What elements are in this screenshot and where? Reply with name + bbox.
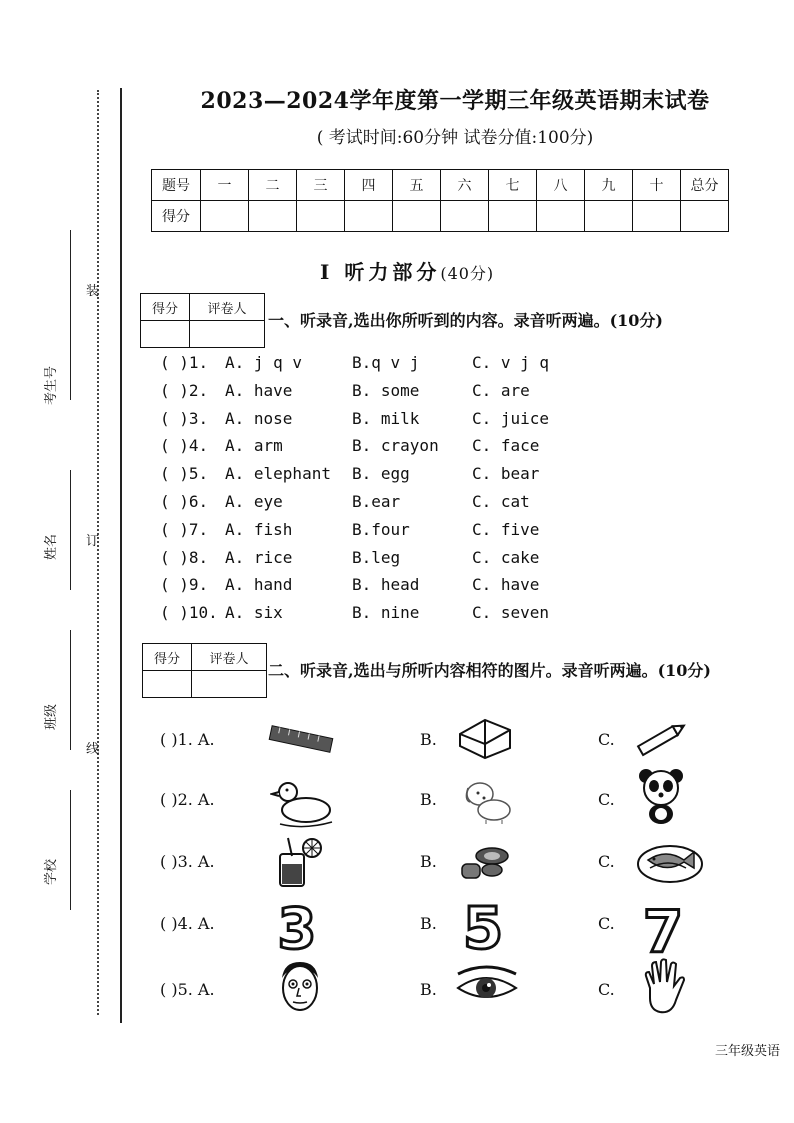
grader-box [140,293,265,348]
option-b: B.four [352,519,410,539]
score-col: 五 [393,170,441,201]
option-a: A. eye [225,492,283,511]
field-line [70,790,71,910]
option-c: C. v j q [472,353,550,372]
option-b: B. nine [352,603,420,623]
grader-name-label: 评卷人 [192,644,267,671]
score-col: 四 [345,170,393,201]
hand-icon [640,958,690,1018]
option-a: A. j q v [225,353,303,372]
grader-score-cell[interactable] [141,321,190,348]
question-number: ( )7. [160,519,209,539]
score-cell[interactable] [345,201,393,232]
option-c: C. seven [472,603,550,623]
binding-dotted-line [97,90,99,1015]
grader-name-cell[interactable] [192,671,267,698]
number-5-glyph: 5 [462,896,504,954]
field-label-school: 学校 [44,858,59,885]
option-c: C. five [472,519,540,539]
bind-word: 装 [86,284,100,299]
question-number: ( )2. [160,380,209,400]
score-cell[interactable] [393,201,441,232]
option-c: C. face [472,436,540,456]
option-b: B. egg [352,464,410,484]
question-number: ( )2. A. [160,790,215,809]
question-number: ( )1. A. [160,730,215,749]
option-b-label: B. [420,852,437,871]
option-a: A. rice [225,547,293,567]
score-col: 二 [249,170,297,201]
option-b-label: B. [420,790,437,809]
question-number: ( )3. A. [160,852,215,871]
question-number: ( )3. [160,408,209,428]
footer-label: 三年级英语 [714,1044,780,1059]
picture-question [160,772,760,832]
picture-question [160,712,760,772]
dog-icon [460,776,516,826]
option-c: C. bear [472,464,540,484]
eraser-icon [455,714,515,762]
option-c: C. have [472,575,540,595]
duck-icon [270,776,338,828]
picture-question [160,896,760,956]
question-number: ( )6. [160,492,209,511]
part1-heading [320,256,494,285]
option-b: B. head [352,575,420,595]
field-label-exam-no: 考生号 [44,365,59,405]
option-b: B. some [352,380,420,400]
score-cell[interactable] [441,201,489,232]
grader-name-cell[interactable] [190,321,265,348]
panda-icon [636,766,686,828]
option-b: B.q v j [352,353,420,372]
question-number: ( )5. [160,464,209,484]
option-b: B.leg [352,547,401,567]
score-cell[interactable] [537,201,585,232]
option-a: A. nose [225,408,293,428]
grader-score-label: 得分 [143,644,192,671]
score-col: 七 [489,170,537,201]
score-cell[interactable] [249,201,297,232]
option-a: A. hand [225,575,293,595]
option-a: A. elephant [225,464,331,484]
option-c: C. are [472,380,530,400]
exam-subtitle: ( 考试时间:60分钟 试卷分值:100分) [316,128,594,148]
score-col: 八 [537,170,585,201]
margin-rule [120,88,122,1023]
option-b-label: B. [420,730,437,749]
field-line [70,470,71,590]
score-cell[interactable] [585,201,633,232]
question-number: ( )8. [160,547,209,567]
option-c: C. cake [472,547,540,567]
score-cell[interactable] [297,201,345,232]
face-icon [272,958,326,1018]
question-number: ( )4. [160,436,209,456]
exam-title: 2023—2024学年度第一学期三年级英语期末试卷 [200,88,710,114]
number-3 [272,898,322,954]
option-c-label: C. [598,852,615,871]
score-table [151,169,729,232]
grader-score-cell[interactable] [143,671,192,698]
field-label-name: 姓名 [44,533,59,560]
option-b-label: B. [420,980,437,999]
number-7-glyph: 7 [642,900,684,958]
field-label-class: 班级 [44,703,59,730]
score-row-label: 得分 [152,201,201,232]
grader-score-label: 得分 [141,294,190,321]
score-col: 总分 [681,170,729,201]
option-c-label: C. [598,730,615,749]
question-number: ( )9. [160,575,209,595]
question-number: ( )1. [160,353,209,372]
score-cell[interactable] [489,201,537,232]
pencil-icon [630,718,692,762]
option-c-label: C. [598,914,615,933]
picture-question [160,962,760,1022]
q1-title: 一、听录音,选出你所听到的内容。录音听两遍。(10分) [268,311,663,330]
number-7 [638,900,688,958]
fish-plate-icon [636,840,704,886]
option-c: C. cat [472,492,530,511]
option-b: B.ear [352,492,401,511]
option-b: B. milk [352,408,420,428]
score-col: 十 [633,170,681,201]
option-b: B. crayon [352,436,439,456]
score-cell[interactable] [201,201,249,232]
score-col: 九 [585,170,633,201]
option-c-label: C. [598,980,615,999]
bread-icon [458,842,514,882]
bind-word: 线 [86,742,100,757]
option-a: A. arm [225,436,283,456]
option-a: A. have [225,380,293,400]
question-number: ( )10. [160,603,218,623]
field-line [70,630,71,750]
option-a: A. six [225,603,283,623]
score-cell[interactable] [633,201,681,232]
score-cell[interactable] [681,201,729,232]
number-3-glyph: 3 [277,898,317,954]
question-number: ( )4. A. [160,914,215,933]
field-line [70,230,71,400]
score-col: 三 [297,170,345,201]
option-c: C. juice [472,408,550,428]
question-number: ( )5. A. [160,980,215,999]
grader-name-label: 评卷人 [190,294,265,321]
juice-icon [272,836,326,890]
ruler-icon [268,722,334,756]
grader-box [142,643,267,698]
number-5 [458,896,508,954]
part1-title: Ⅰ 听力部分 [320,260,441,284]
score-col: 六 [441,170,489,201]
option-a: A. fish [225,519,293,539]
option-c-label: C. [598,790,615,809]
picture-question [160,834,760,894]
score-table-label: 题号 [152,170,201,201]
eye-icon [454,964,520,1010]
bind-word: 订 [86,534,100,549]
score-col: 一 [201,170,249,201]
q2-title: 二、听录音,选出与所听内容相符的图片。录音听两遍。(10分) [268,661,711,680]
part1-points: (40分) [440,264,495,283]
option-b-label: B. [420,914,437,933]
